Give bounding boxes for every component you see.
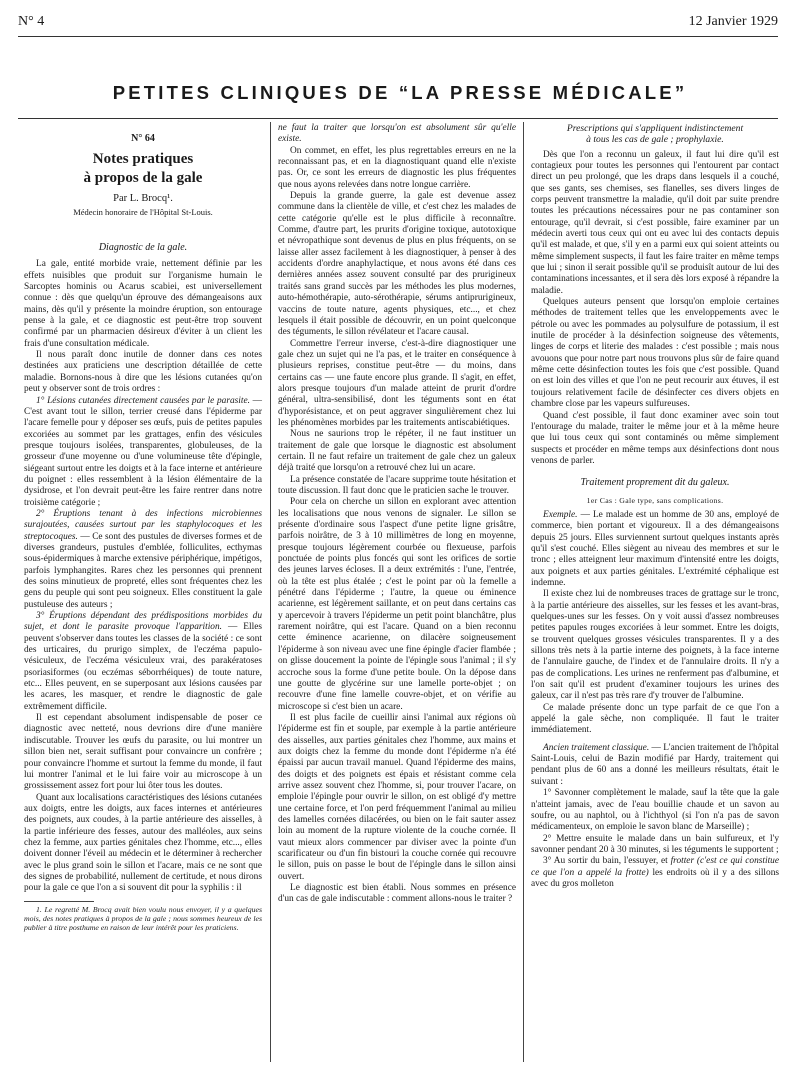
paragraph-body: — Le malade est un homme de 30 ans, employé de commerce, bien portant et vigoureux. Il a des démangeaisons depuis 25 jours. Elles surviennent surtout quelques instants après qu'il s'est couché. Elles siègent au niveau des membres et sur le tronc ; elles atteignent leur maximum d'intensité entre les doigts, aux poignets et aux parties génitales. L'extrémité céphalique est indemne. xyxy=(531,509,779,588)
paragraph xyxy=(531,856,779,890)
column-1 xyxy=(24,123,262,932)
paragraph-body: — Elles peuvent s'observer dans toutes les classes de la société : ce sont des urticaires, du prurigo simplex, de l'eczéma papulo-vésiculeux, de l'eczéma vésiculeux vrai, des parakératoses psoriasiformes (ou eczémas séborrhéiques) de toute nature, etc... Elles peuvent, en se superposant aux lésions causées par les acares, les masquer, et rendre le diagnostic de gale extrêmement difficile. xyxy=(24,622,262,712)
page-number: N° 4 xyxy=(18,14,45,29)
column-divider-1 xyxy=(270,122,271,1062)
paragraph: Ce malade présente donc un type parfait de ce que l'on a appelé la gale sèche, non compliquée. Il faut le traiter immédiatement. xyxy=(531,702,779,736)
author-affiliation: Médecin honoraire de l'Hôpital St-Louis. xyxy=(73,206,213,217)
paragraph: Dès que l'on a reconnu un galeux, il faut lui dire qu'il est contagieux pour toutes les personnes qui l'entourent par contact direct un peu prolongé, que les draps dans lesquels il a couché, que ses gants, ses chemises, ses flanelles, ses divers linges de corps peuvent transmettre la maladie, qu'il doit par suite prendre toutes les précautions nécessaires pour ne pas contaminer son entourage, qu'il devrait, si c'est possible, faire examiner par un médecin averti tous ceux qui ont eu avec lui des contacts depuis qu'il est malade, et que, s'il y en a parmi eux qui soient atteints ou même simplement suspects, il faut les faire traiter en même temps que lui ; sinon il serait possible qu'il se produisît autour de lui des contaminations incessantes, et il sera dès lors exposé à répandre la maladie. xyxy=(531,149,779,296)
paragraph-body: les endroits où il y a des sillons avec du gros molleton xyxy=(531,867,779,889)
paragraph xyxy=(531,510,779,589)
paragraph-body: — L'ancien traitement de l'hôpital Saint-Louis, celui de Bazin modifié par Hardy, traitement qui pendant plus de 60 ans a donné les meilleurs résultats, était le suivant : xyxy=(531,742,779,787)
article-number: N° 64 xyxy=(131,133,155,144)
paragraph: Quand c'est possible, il faut donc examiner avec soin tout l'entourage du malade, traiter le même jour et à la même heure que lui tous ceux qui sont contaminés ou même simplement suspects et procéder en même temps aux désinfections dont nous venons de parler. xyxy=(531,410,779,466)
paragraph: Pour cela on cherche un sillon en explorant avec attention les localisations que nous venons de signaler. Le sillon se présente d'ordinaire sous l'aspect d'une petite ligne grisâtre, parfois noirâtre, de 3 à 10 millimètres de long en moyenne, presque toujours légèrement courbée ou flexueuse, parfois ponctuée de points plus foncés qui sont les orifices de sortie des jeunes larves écloses. Il a deux extrémités : l'une, l'entrée, où la tête est plus étalée ; c'est le point par où la femelle a pénétré dans l'épiderme ; l'autre, la queue ou éminence acarienne, est légèrement saillante, et on peut dans certains cas y apercevoir à travers l'épiderme un petit point blanchâtre, plus rarement noirâtre, qui est l'acare. Quand on a bien reconnu cette éminence acarienne, on dilacère soigneusement l'épiderme à son niveau avec une fine épingle d'acier flambée ; on glisse doucement la pointe de l'épingle sous l'animal ; il s'y accroche sous la forme d'une petite boule. On la dépose dans une goutte de glycérine sur une lamelle porte-objet ; on recouvre d'une fine lamelle couvre-objet, et on vérifie au microscope si c'est bien un acare. xyxy=(278,497,516,712)
paragraph-lead: 1° Lésions cutanées directement causées par le parasite. xyxy=(36,395,250,406)
paragraph-italic: ne faut la traiter que lorsqu'on est absolument sûr qu'elle existe. xyxy=(278,123,516,145)
paragraph-body: 3° Au sortir du bain, l'essuyer, et xyxy=(543,856,671,867)
paragraph-lead: Ancien traitement classique. xyxy=(543,742,650,753)
section-heading-line1: Prescriptions qui s'appliquent indistinctement xyxy=(566,123,744,134)
paragraph-lead: Exemple. xyxy=(543,509,578,520)
paragraph-body: — Ce sont des pustules de diverses formes et de diverses grandeurs, pustules d'emblée, folliculites, ecthymas sous-épidermiques à marche extensive périphérique, impétigos, parfois lymphangites. Rares chez les personnes qui prennent des soins minutieux de propreté, elles sont fréquentes chez les gens du peuple qui sont peu soigneux. Elles constituent la gale pustuleuse des auteurs ; xyxy=(24,531,262,610)
paragraph: Quelques auteurs pensent que lorsqu'on emploie certaines méthodes de traitement telles que les enveloppements avec le pétrole ou avec les pommades au polysulfure de potassium, il est inutile de procéder à la désinfection soigneuse des vêtements, linges de corps et literie des malades : c'est possible ; mais nous avouons que pour notre part nous trouvons plus sûr de faire quand même cette désinfection toutes les fois que c'est possible. Quand on est loin des villes et que l'on ne peut recourir aux étuves, il est toujours relativement facile de désinfecter ces divers objets en chambre close par les vapeurs sulfureuses. xyxy=(531,297,779,410)
paragraph-body: — C'est avant tout le sillon, terrier creusé dans l'épiderme par l'acare femelle pour y déposer ses œufs, puis de petites papules excoriées au sommet par les grattages, enfin des vésicules presque toujours isolées, transparentes, globuleuses, de la grosseur d'une moyenne ou d'une volumineuse tête d'épingle, siégeant surtout entre les doigts et à la face interne et antérieure du poignet : elles ressemblent à la lésion élémentaire de la dysidrose, et l'on devrait peut-être les faire rentrer dans notre troisième catégorie ; xyxy=(24,395,262,508)
paragraph: 1° Savonner complètement le malade, sauf la tête que la gale n'atteint jamais, avec de l'eau bouillie chaude et un savon au soufre, ou au naphtol, ou à l'ichthyol (si l'on n'a pas de savon médicamenteux, on emploie le savon blanc de Marseille) ; xyxy=(531,788,779,833)
article-author: Par L. Brocq¹. xyxy=(113,193,173,205)
column-2 xyxy=(278,123,516,906)
paragraph-italic: frotter (c'est ce qui constitue ce que l'on a appelé la frotte) xyxy=(531,856,779,878)
paragraph: La présence constatée de l'acare supprime toute hésitation et toute discussion. Il faut donc que le praticien sache le trouver. xyxy=(278,474,516,496)
paragraph: Commettre l'erreur inverse, c'est-à-dire diagnostiquer une gale chez un sujet qui ne l'a pas, et le traiter en conséquence à plusieurs reprises, constitue peut-être — du moins, dans certains cas — une faute encore plus grande. Il s'agit, en effet, alors presque toujours d'un malade atteint de prurit d'ordre général, ultra-sensibilisé, dont les téguments sont en état d'hyporésistance, et on peut aggraver singulièrement chez lui les phénomènes morbides par les traitements antiscabiétiques. xyxy=(278,338,516,428)
footnote-rule xyxy=(24,901,94,902)
paragraph xyxy=(24,509,262,611)
paragraph: Il est cependant absolument indispensable de poser ce diagnostic avec netteté, nous devrions dire d'une manière indiscutable. Trouver les œufs du parasite, ou lui montrer un sillon bien net, serait suffisant pour convaincre un confrère ; pour convaincre l'homme et surtout la femme du monde, il faut lui montrer l'animal et le lui faire voir au microscope à un grossissement assez fort pour lui ôter tous les doutes. xyxy=(24,713,262,792)
paragraph: Il nous paraît donc inutile de donner dans ces notes destinées aux praticiens une description détaillée de cette maladie. Bornons-nous à dire que les lésions cutanées qu'on peut y observer sont de trois ordres : xyxy=(24,350,262,395)
column-divider-2 xyxy=(523,122,524,1062)
paragraph: Nous ne saurions trop le répéter, il ne faut instituer un traitement de gale que lorsque le diagnostic est absolument certain. Il ne faut refaire un traitement de gale chez un galeux déjà traité que lorsqu'on a retrouvé chez lui un acare. xyxy=(278,429,516,474)
paragraph: Quant aux localisations caractéristiques des lésions cutanées aux doigts, entre les doigts, aux faces internes et antérieures des poignets, aux coudes, à la partie antérieure des aisselles, à la partie inférieure des fesses, autour des malléoles, aux seins chez la femme, aux parties génitales chez l'homme, etc..., elles doivent donner l'éveil au médecin et le déterminer à rechercher avec le plus grand soin le sillon et l'acare, mais ce ne sont que des signes de probabilité, nullement de certitude, et nous dirons pour la gale ce que l'on a si souvent dit pour la syphilis : il xyxy=(24,792,262,894)
masthead-title: PETITES CLINIQUES DE “LA PRESSE MÉDICALE” xyxy=(112,82,688,103)
paragraph-lead: 3° Éruptions dépendant des prédispositions morbides du sujet, et dont le parasite provoque l'apparition. xyxy=(24,611,262,633)
subsection-heading: 1er Cas : Gale type, sans complications. xyxy=(586,495,724,505)
paragraph-lead: 2° Éruptions tenant à des infections microbiennes surajoutées, causées surtout par les staphylocoques et les streptocoques. xyxy=(24,508,262,542)
article-title-line2: à propos de la gale xyxy=(83,170,203,187)
page-header xyxy=(18,14,778,34)
masthead-rule xyxy=(18,118,778,119)
article-title xyxy=(24,150,262,188)
section-heading-prescriptions xyxy=(531,123,779,146)
paragraph: La gale, entité morbide vraie, nettement définie par les effets nuisibles que produit sur l'organisme humain le Sarcoptes hominis ou Acarus scabiei, est universellement connue : dès que quelqu'un éprouve des démangeaisons aux mains, dès qu'il y présente la moindre éruption, son entourage pense à la gale, et ce diagnostic est peut-être trop souvent confirmé par un pharmacien désireux d'éviter à un client les frais d'une consultation médicale. xyxy=(24,259,262,349)
paragraph: On commet, en effet, les plus regrettables erreurs en ne la reconnaissant pas, et en la diagnostiquant quand elle n'existe pas. Or, ce sont les erreurs de diagnostic les plus fréquentes que nous ayons relevées dans notre longue carrière. xyxy=(278,145,516,190)
paragraph: Depuis la grande guerre, la gale est devenue assez commune dans la clientèle de ville, et c'est chez les malades de cette catégorie qu'elle est le plus difficile à reconnaître. Comme, d'autre part, les prurits d'origine toxique, autotoxique et névropathique sont devenus de plus en plus fréquents, on se laisse aller assez facilement à les diagnostiquer, à penser à des accidents d'ordre anaphylactique, et nous avons été dans ces dernières années assez souvent consulté par des prurigineux traités sans grand succès par les méthodes les plus modernes, auto-hémothérapie, auto-sérothérapie, sérums antiprurigineux, vaccins de toute nature, agents physiques, etc..., et chez lesquels il était possible de découvrir, en un point quelconque des téguments, le sillon révélateur et l'acare causal. xyxy=(278,191,516,338)
paragraph xyxy=(24,396,262,509)
section-heading-treatment: Traitement proprement dit du galeux. xyxy=(580,477,730,489)
issue-date: 12 Janvier 1929 xyxy=(688,14,778,29)
paragraph xyxy=(278,123,516,146)
footnote: 1. Le regretté M. Brocq avait bien voulu nous envoyer, il y a quelques mois, des notes pratiques à propos de la gale ; nous sommes heureux de les publier à titre posthume en raison de leur intérêt pour les praticiens. xyxy=(24,904,262,933)
paragraph xyxy=(24,611,262,713)
paragraph: Il existe chez lui de nombreuses traces de grattage sur le tronc, à la partie antérieure des aisselles, sur les fesses et les avant-bras, quelques-unes sur les fesses. On y voit aussi d'assez nombreuses petites papules rouges excoriées à leur sommet. Entre les doigts, se trouvent quelques grosses vésicules transparentes. Il y a des sillons très nets à la partie interne des poignets, à la face interne de l'annulaire gauche, de l'index et de l'annulaire droits. Il n'y a pas de complications. Les urines ne renferment pas d'albumine, et l'on sait qu'il est prudent d'examiner toujours les urines des galeux, car il n'est pas très rare d'y trouver de l'albumine. xyxy=(531,589,779,702)
paragraph xyxy=(531,743,779,788)
column-3 xyxy=(531,123,779,890)
header-rule xyxy=(18,36,778,37)
paragraph: Il est plus facile de cueillir ainsi l'animal aux régions où l'épiderme est fin et souple, par exemple à la partie antérieure des aisselles, aux parties génitales chez l'homme, aux mains et aux doigts chez la femme du monde dont l'épiderme n'a été épaissi par aucun travail manuel. Quand l'épiderme des mains, des doigts et des poignets est épais et résistant comme cela arrive assez souvent chez l'homme, si, pour trouver l'acare, on emploie l'épingle pour ouvrir le sillon, on est obligé d'y mettre une certaine force, et l'on perd fréquemment l'animal au milieu des lamelles cornées dilacérées, ou bien on le fait sauter assez loin au moment de la rupture violente de la couche cornée. Il vaut mieux alors commencer par diviser avec la pointe d'un scarificateur ou d'un fin bistouri la couche cornée qui recouvre le sillon, puis on passe le bout de l'épingle dans le sillon ainsi ouvert. xyxy=(278,712,516,882)
article-title-line1: Notes pratiques xyxy=(92,151,194,168)
section-heading-diagnostic: Diagnostic de la gale. xyxy=(98,242,188,254)
paragraph: 2° Mettre ensuite le malade dans un bain sulfureux, et l'y savonner pendant 20 à 30 minutes, si les téguments le supportent ; xyxy=(531,833,779,855)
section-heading-line2: à tous les cas de gale ; prophylaxie. xyxy=(586,134,724,146)
paragraph: Le diagnostic est bien établi. Nous sommes en présence d'un cas de gale indiscutable : comment allons-nous le traiter ? xyxy=(278,883,516,905)
